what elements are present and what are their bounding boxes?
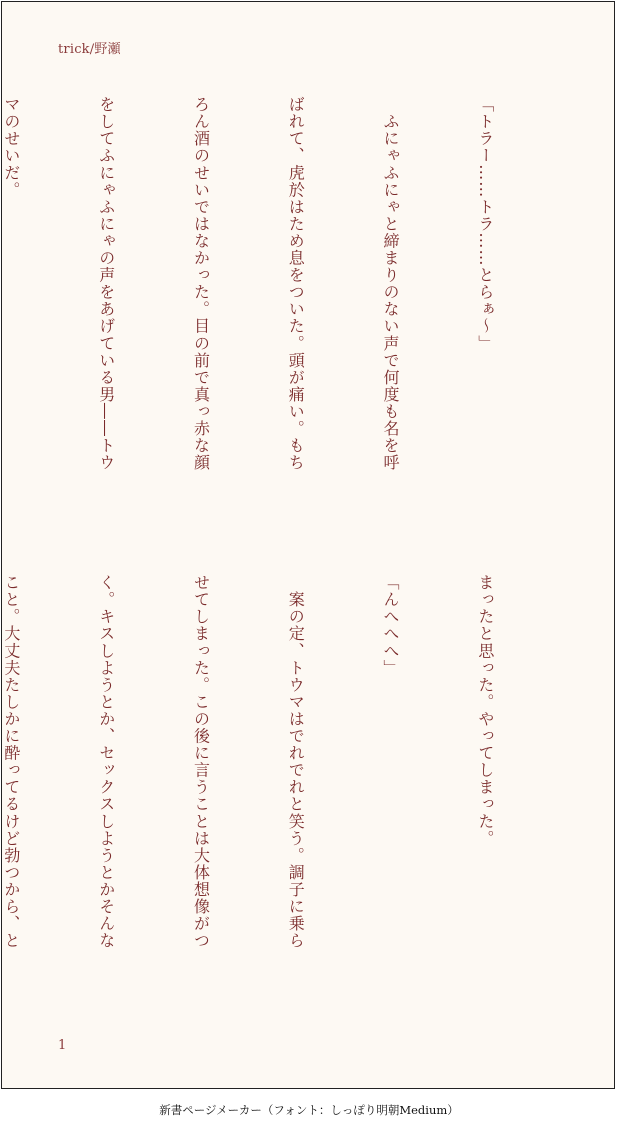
text-line: ふにゃふにゃと締まりのない声で何度も名を呼 xyxy=(381,96,401,472)
text-line: く。キスしようとか、セックスしようとかそんな xyxy=(96,574,116,950)
text-line: マのせいだ。 xyxy=(1,96,21,199)
text-line: まったと思った。やってしまった。 xyxy=(475,574,495,847)
book-page xyxy=(1,1,615,1089)
text-line: ろん酒のせいではなかった。目の前で真っ赤な顔 xyxy=(191,96,211,472)
page-number: 1 xyxy=(58,1038,67,1053)
text-line: 「んへへへ」 xyxy=(381,574,401,677)
text-line: せてしまった。この後に言うことは大体想像がつ xyxy=(191,574,211,950)
text-line: 「トラー……トラ……とらぁ～」 xyxy=(475,96,495,352)
footer-credit: 新書ページメーカー（フォント：しっぽり明朝Medium） xyxy=(159,1103,459,1117)
text-line: ばれて、虎於はため息をついた。頭が痛い。もち xyxy=(286,96,306,472)
text-block-bottom xyxy=(1,574,564,1004)
text-line: こと。大丈夫たしかに酔ってるけど勃つから、と xyxy=(1,574,21,950)
text-line: をしてふにゃふにゃの声をあげている男――トウ xyxy=(96,96,116,472)
page-header-title: trick/野瀬 xyxy=(58,42,121,57)
text-line: 案の定、トウマはでれでれと笑う。調子に乗ら xyxy=(286,574,306,950)
text-block-top xyxy=(1,96,564,524)
